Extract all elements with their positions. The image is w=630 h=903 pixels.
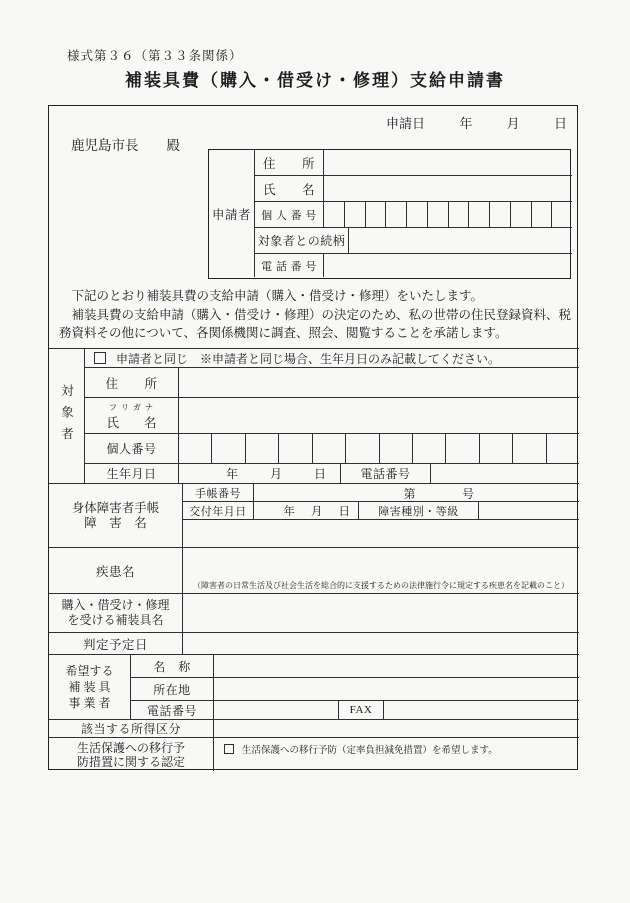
applicant-name-input[interactable] (324, 176, 572, 202)
device-name-input[interactable] (183, 594, 579, 633)
subject-furigana-label: フ リ ガ ナ (109, 403, 154, 412)
vendor-label-line1: 希望する (65, 664, 114, 678)
disease-name-input[interactable] (183, 548, 579, 594)
personal-number-cell[interactable] (513, 434, 546, 463)
subject-name-label: 氏 名 (106, 416, 157, 430)
declaration-line2: 補装具費の支給申請（購入・借受け・修理）の決定のため、私の世帯の住民登録資料、税務資料その他について、各関係機関に調査、照会、閲覧することを承諾します。 (59, 307, 572, 340)
personal-number-cell[interactable] (490, 202, 511, 227)
certificate-label-line2: 障 害 名 (84, 515, 147, 530)
device-name-label (49, 594, 183, 633)
applicant-personal-number-cells (324, 202, 572, 228)
subject-address-label: 住 所 (85, 368, 179, 398)
number-suffix: 号 (462, 487, 475, 501)
personal-number-cell[interactable] (428, 202, 449, 227)
declaration (59, 287, 571, 343)
application-date-label: 申請日 (386, 116, 426, 131)
income-category-input[interactable] (214, 720, 579, 738)
personal-number-cell[interactable] (547, 434, 579, 463)
personal-number-cell[interactable] (480, 434, 513, 463)
subject-address-input[interactable] (179, 368, 579, 398)
welfare-certification-label (49, 738, 214, 771)
applicant-phone-label: 電 話 番 号 (255, 254, 324, 277)
month-label: 月 (269, 467, 282, 481)
subject-section-label: 対象者 (59, 383, 74, 449)
vendor-location-label: 所在地 (131, 678, 214, 701)
vendor-name-input[interactable] (214, 655, 579, 678)
same-as-applicant-row (85, 348, 579, 368)
personal-number-cell[interactable] (324, 202, 345, 227)
personal-number-cell[interactable] (279, 434, 312, 463)
form-number: 様式第３６（第３３条関係） (67, 49, 243, 63)
vendor-phone-label: 電話番号 (131, 701, 214, 720)
personal-number-cell[interactable] (449, 202, 470, 227)
personal-number-cell[interactable] (313, 434, 346, 463)
certificate-number-input[interactable] (254, 484, 579, 502)
personal-number-cell[interactable] (380, 434, 413, 463)
subject-name-cell (85, 398, 179, 434)
subject-phone-input[interactable] (431, 464, 579, 484)
disability-name-input[interactable] (183, 520, 579, 548)
month-label: 月 (311, 505, 323, 518)
subject-personal-number-label: 個人番号 (85, 434, 179, 464)
welfare-checkbox-label: 生活保護への移行予防（定率負担減免措置）を希望します。 (242, 746, 498, 756)
personal-number-cell[interactable] (179, 434, 212, 463)
income-category-label: 該当する所得区分 (49, 720, 214, 738)
vendor-label-line2: 補 装 具 (68, 680, 111, 694)
disease-name-note: （障害者の日常生活及び社会生活を総合的に支援するための法律施行令に規定する疾患名を記載のこと） (193, 581, 569, 590)
personal-number-cell[interactable] (532, 202, 553, 227)
personal-number-cell[interactable] (212, 434, 245, 463)
personal-number-cell[interactable] (413, 434, 446, 463)
subject-phone-label: 電話番号 (341, 464, 431, 484)
vendor-name-label: 名 称 (131, 655, 214, 678)
subject-birthdate-label: 生年月日 (85, 464, 179, 484)
certificate-label-line1: 身体障害者手帳 (71, 500, 160, 515)
applicant-section-label: 申請者 (209, 150, 255, 277)
applicant-name-label: 氏 名 (255, 176, 324, 202)
disease-name-label: 疾患名 (49, 548, 183, 594)
certificate-section-cell (49, 484, 183, 548)
year-label: 年 (283, 505, 295, 518)
vendor-phone-input[interactable] (214, 701, 339, 720)
addressee (71, 134, 180, 154)
year-label: 年 (225, 467, 238, 481)
personal-number-cell[interactable] (446, 434, 479, 463)
personal-number-cell[interactable] (552, 202, 572, 227)
application-date-row (386, 113, 567, 132)
applicant-phone-input[interactable] (324, 254, 572, 277)
certificate-number-label: 手帳番号 (183, 484, 254, 502)
page-title: 補装具費（購入・借受け・修理）支給申請書 (125, 71, 505, 90)
welfare-checkbox-row (214, 738, 579, 756)
vendor-label-line3: 事 業 者 (68, 696, 111, 710)
welfare-certification-cell (214, 738, 579, 771)
month-label: 月 (506, 116, 520, 131)
subject-section-cell (49, 348, 85, 484)
device-label-line2: を受ける補装具名 (67, 613, 164, 627)
judgement-date-label: 判定予定日 (49, 633, 183, 655)
subject-personal-number-cells (179, 434, 579, 464)
applicant-table (208, 149, 571, 279)
personal-number-cell[interactable] (345, 202, 366, 227)
day-label: 日 (553, 116, 567, 131)
declaration-line1: 下記のとおり補装具費の支給申請（購入・借受け・修理）をいたします。 (59, 289, 484, 303)
personal-number-cell[interactable] (469, 202, 490, 227)
vendor-fax-input[interactable] (384, 701, 579, 720)
disability-grade-input[interactable] (479, 502, 579, 520)
disability-grade-label: 障害種別・等級 (359, 502, 479, 520)
applicant-relationship-input[interactable] (349, 228, 572, 254)
device-label-line1: 購入・借受け・修理 (61, 598, 170, 612)
applicant-personal-number-label: 個 人 番 号 (255, 202, 324, 228)
vendor-location-input[interactable] (214, 678, 579, 701)
addressee-honorific: 殿 (166, 138, 180, 153)
subject-name-input[interactable] (179, 398, 579, 434)
personal-number-cell[interactable] (511, 202, 532, 227)
certificate-issue-date-input[interactable] (254, 502, 359, 520)
day-label: 日 (338, 505, 350, 518)
personal-number-cell[interactable] (407, 202, 428, 227)
applicant-address-label: 住 所 (255, 150, 324, 176)
form-body-box (48, 105, 578, 770)
personal-number-cell[interactable] (246, 434, 279, 463)
personal-number-cell[interactable] (386, 202, 407, 227)
welfare-checkbox[interactable] (224, 744, 234, 754)
same-as-applicant-label: 申請者と同じ ※申請者と同じ場合、生年月日のみ記載してください。 (116, 351, 501, 366)
applicant-relationship-label: 対象者との続柄 (255, 228, 349, 254)
welfare-label-line2: 防措置に関する認定 (76, 754, 185, 769)
same-as-applicant-checkbox[interactable] (94, 352, 106, 364)
welfare-label-line1: 生活保護への移行予 (76, 740, 185, 755)
number-prefix: 第 (403, 487, 416, 501)
vendor-fax-label: FAX (339, 701, 384, 720)
personal-number-cell[interactable] (346, 434, 379, 463)
applicant-address-input[interactable] (324, 150, 572, 176)
addressee-name: 鹿児島市長 (71, 138, 139, 153)
vendor-section-cell (49, 655, 131, 720)
year-label: 年 (459, 116, 473, 131)
subject-birthdate-input[interactable] (179, 464, 341, 484)
personal-number-cell[interactable] (366, 202, 387, 227)
day-label: 日 (313, 467, 326, 481)
judgement-date-input[interactable] (183, 633, 579, 655)
certificate-issue-date-label: 交付年月日 (183, 502, 254, 520)
